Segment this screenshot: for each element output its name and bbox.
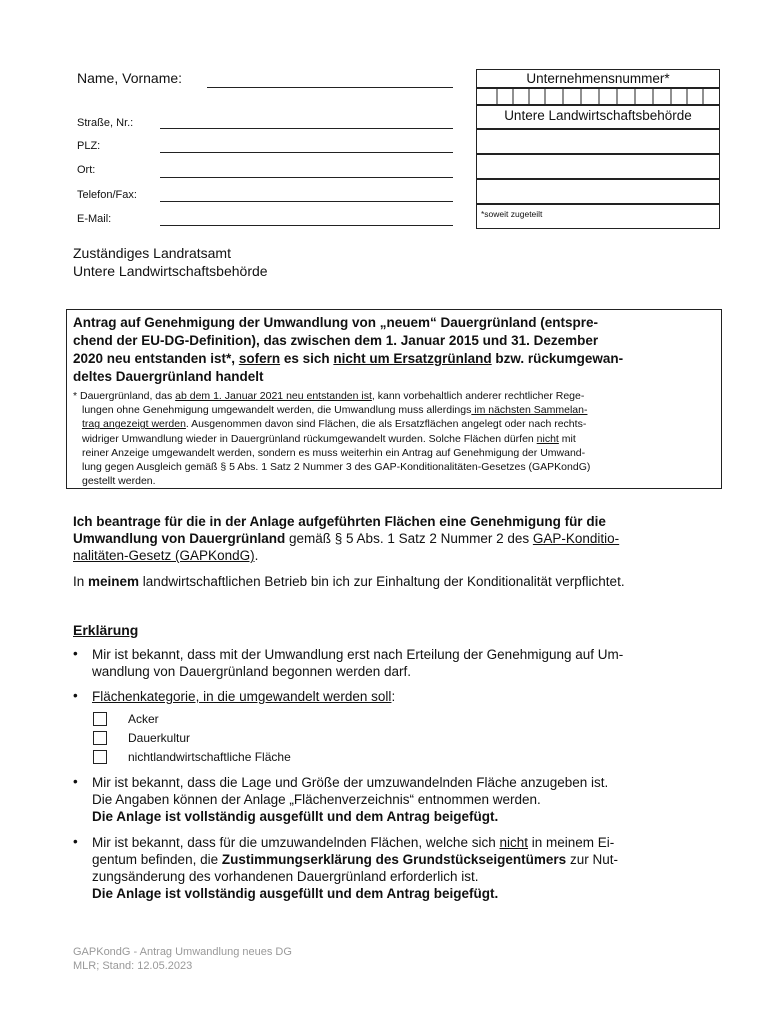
phone-label: Telefon/Fax: <box>77 189 137 201</box>
nonagricultural-checkbox[interactable] <box>93 750 107 764</box>
footnote-line-5: reiner Anzeige umgewandelt werden, sondern es muss weiterhin ein Antrag auf Genehmigung der Umwand- <box>82 446 586 459</box>
request-2b: gemäß § 5 Abs. 1 Satz 2 Nummer 2 des <box>285 531 533 546</box>
fn-1c: , kann vorbehaltlich anderer rechtlicher Rege- <box>371 390 585 402</box>
acker-label: Acker <box>128 712 159 726</box>
decl-1-line-2: wandlung von Dauergrünland begonnen werden darf. <box>92 664 411 679</box>
decl-3-line-3: Die Anlage ist vollständig ausgefüllt und dem Antrag beigefügt. <box>92 809 499 824</box>
plz-field[interactable] <box>160 152 453 153</box>
footnote-line-3 <box>73 417 718 431</box>
application-title <box>73 314 718 386</box>
phone-field[interactable] <box>160 201 453 202</box>
authority-field-4[interactable] <box>476 203 720 229</box>
footnote-line-4 <box>73 432 718 446</box>
recipient-line-1: Zuständiges Landratsamt <box>73 245 231 261</box>
email-label: E-Mail: <box>77 213 112 225</box>
bullet-1: • <box>73 646 78 661</box>
title-3e: bzw. rückumgewan- <box>491 351 624 366</box>
footer <box>73 945 292 973</box>
request-line-2 <box>73 530 723 547</box>
declaration-item-4 <box>92 834 722 902</box>
footer-line-1: GAPKondG - Antrag Umwandlung neues DG <box>73 946 292 958</box>
company-number-footnote: *soweit zugeteilt <box>481 209 543 219</box>
decl-4-1a: Mir ist bekannt, dass für die umzuwandelnden Flächen, welche sich <box>92 835 500 850</box>
cond-a: In <box>73 574 89 589</box>
footer-line-2: MLR; Stand: 12.05.2023 <box>73 960 193 972</box>
fn-3a: trag angezeigt werden <box>82 418 186 431</box>
fn-2a: lungen ohne Genehmigung umgewandelt werden, die Umwandlung muss allerdings <box>82 404 472 417</box>
fn-4b: nicht <box>536 432 559 445</box>
decl-4-line-1 <box>92 834 722 851</box>
authority-header <box>476 104 720 130</box>
authority-field-2[interactable] <box>476 153 720 180</box>
decl-4-line-4: Die Anlage ist vollständig ausgefüllt und dem Antrag beigefügt. <box>92 886 499 901</box>
request-2a: Umwandlung von Dauergrünland <box>73 531 286 546</box>
ort-field[interactable] <box>160 177 453 178</box>
digit-separators <box>477 88 719 105</box>
fn-3b: . Ausgenommen davon sind Flächen, die als Ersatzflächen angelegt oder nach rechts- <box>185 418 587 431</box>
declaration-item-2 <box>92 688 722 705</box>
bullet-3: • <box>73 774 78 789</box>
request-line-1: Ich beantrage für die in der Anlage aufgeführten Flächen eine Genehmigung für die <box>73 514 606 529</box>
dauerkultur-checkbox[interactable] <box>93 731 107 745</box>
fn-1a: * Dauergrünland, das <box>73 390 176 402</box>
street-field[interactable] <box>160 128 453 129</box>
title-3d: nicht um Ersatzgrünland <box>333 351 492 366</box>
plz-label: PLZ: <box>77 140 101 152</box>
dauerkultur-label: Dauerkultur <box>128 731 191 745</box>
decl-4-line-2 <box>92 851 722 868</box>
title-3c: es sich <box>280 351 334 366</box>
declaration-item-3 <box>92 774 722 825</box>
recipient-line-2: Untere Landwirtschaftsbehörde <box>73 263 268 279</box>
fn-2b: im nächsten Sammelan- <box>471 404 588 417</box>
name-label: Name, Vorname: <box>77 70 183 86</box>
request-2c: GAP-Konditio- <box>532 531 620 546</box>
acker-checkbox[interactable] <box>93 712 107 726</box>
title-3b: sofern <box>238 351 281 366</box>
authority-field-3[interactable] <box>476 178 720 205</box>
title-line-2: chend der EU-DG-Definition), das zwischen dem 1. Januar 2015 und 31. Dezember <box>73 333 599 348</box>
company-number-title: Unternehmensnummer* <box>526 71 670 86</box>
decl-4-2a: gentum befinden, die <box>92 852 222 867</box>
request-3b: . <box>254 548 259 563</box>
title-line-3 <box>73 350 718 368</box>
area-category-label: Flächenkategorie, in die umgewandelt werden soll <box>92 689 392 704</box>
fn-4a: widriger Umwandlung wieder in Dauergrünland rückumgewandelt wurden. Solche Flächen dürfen <box>82 432 537 445</box>
company-number-header <box>476 69 720 89</box>
decl-1-line-1: Mir ist bekannt, dass mit der Umwandlung erst nach Erteilung der Genehmigung auf Um- <box>92 647 624 662</box>
nonagricultural-label: nichtlandwirtschaftliche Fläche <box>128 750 291 764</box>
declaration-title: Erklärung <box>73 622 139 638</box>
fn-1b: ab dem 1. Januar 2021 neu entstanden ist <box>175 390 372 402</box>
title-3a: 2020 neu entstanden ist*, <box>73 351 239 366</box>
email-field[interactable] <box>160 225 453 226</box>
area-category-colon: : <box>391 689 396 704</box>
street-label: Straße, Nr.: <box>77 117 134 129</box>
footnote-line-2 <box>73 403 718 417</box>
ort-label: Ort: <box>77 164 96 176</box>
decl-4-line-3: zungsänderung des vorhandenen Dauergrünland erforderlich ist. <box>92 869 479 884</box>
title-line-4: deltes Dauergrünland handelt <box>73 369 264 384</box>
conditionality-statement <box>73 573 723 590</box>
footnote-line-6: lung gegen Ausgleich gemäß § 5 Abs. 1 Satz 2 Nummer 3 des GAP-Konditionalitäten-Gesetzes (GAPKondG) <box>82 461 591 474</box>
bullet-4: • <box>73 834 78 849</box>
decl-3-line-1: Mir ist bekannt, dass die Lage und Größe der umzuwandelnden Fläche anzugeben ist. <box>92 775 609 790</box>
decl-3-line-2: Die Angaben können der Anlage „Flächenverzeichnis“ entnommen werden. <box>92 792 541 807</box>
cond-b: meinem <box>88 574 140 589</box>
footnote-line-1 <box>73 389 718 403</box>
decl-4-2b: Zustimmungserklärung des Grundstückseigentümers <box>221 852 567 867</box>
authority-field-1[interactable] <box>476 128 720 155</box>
name-field[interactable] <box>207 87 453 88</box>
footnote-line-7: gestellt werden. <box>82 475 156 488</box>
decl-4-2c: zur Nut- <box>566 852 618 867</box>
authority-title: Untere Landwirtschaftsbehörde <box>504 108 692 123</box>
application-footnote <box>73 389 718 488</box>
decl-4-1b: nicht <box>499 835 528 850</box>
request-line-3 <box>73 547 723 564</box>
decl-4-1c: in meinem Ei- <box>528 835 615 850</box>
bullet-2: • <box>73 688 78 703</box>
fn-4c: mit <box>558 432 576 445</box>
declaration-item-1 <box>92 646 722 680</box>
request-3a: nalitäten-Gesetz (GAPKondG) <box>73 548 255 563</box>
cond-c: landwirtschaftlichen Betrieb bin ich zur Einhaltung der Konditionalität verpflichtet. <box>139 574 625 589</box>
request-paragraph <box>73 513 723 564</box>
title-line-1: Antrag auf Genehmigung der Umwandlung von „neuem“ Dauergrünland (entspre- <box>73 315 599 330</box>
